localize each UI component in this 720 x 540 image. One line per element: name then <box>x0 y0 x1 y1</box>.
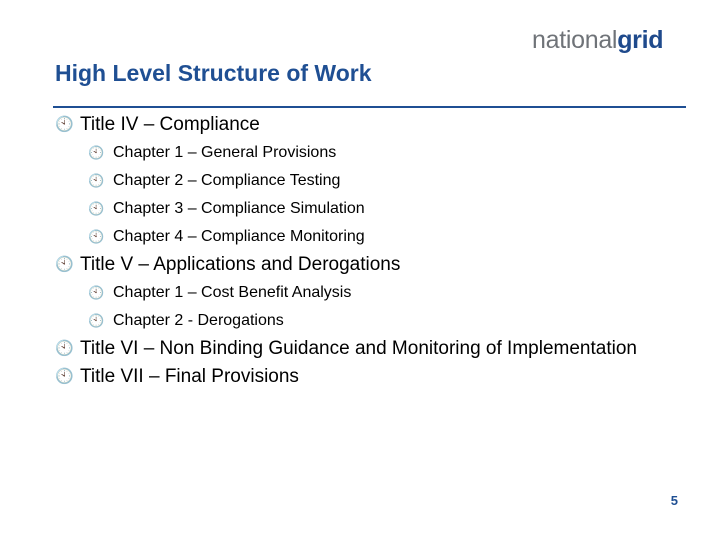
bullet-label: Title V – Applications and Derogations <box>80 254 401 275</box>
bullet-label: Chapter 1 – General Provisions <box>113 144 337 161</box>
clock-icon: 🕙 <box>88 145 105 160</box>
bullet-title-vii <box>55 363 695 391</box>
national-grid-logo <box>532 26 663 55</box>
slide-content <box>55 108 695 391</box>
bullet-label: Chapter 2 - Derogations <box>113 312 284 329</box>
clock-icon: 🕙 <box>88 313 105 328</box>
bullet-chapter <box>55 279 695 307</box>
bullet-title-v <box>55 251 695 279</box>
logo-text-national: national <box>532 26 618 54</box>
page-number: 5 <box>670 493 678 508</box>
clock-icon: 🕙 <box>55 340 74 357</box>
bullet-label: Title VI – Non Binding Guidance and Monitoring of Implementation <box>80 338 637 359</box>
clock-icon: 🕙 <box>88 201 105 216</box>
bullet-label: Chapter 4 – Compliance Monitoring <box>113 228 365 245</box>
clock-icon: 🕙 <box>88 173 105 188</box>
bullet-chapter <box>55 139 695 167</box>
clock-icon: 🕙 <box>55 256 74 273</box>
bullet-chapter <box>55 167 695 195</box>
bullet-chapter <box>55 223 695 251</box>
clock-icon: 🕙 <box>55 116 74 133</box>
slide-title: High Level Structure of Work <box>55 60 372 86</box>
clock-icon: 🕙 <box>55 368 74 385</box>
bullet-label: Chapter 3 – Compliance Simulation <box>113 200 365 217</box>
clock-icon: 🕙 <box>88 285 105 300</box>
bullet-chapter <box>55 307 695 335</box>
logo-text-grid: grid <box>617 26 664 54</box>
bullet-label: Title VII – Final Provisions <box>80 366 299 387</box>
bullet-title-iv <box>55 111 695 139</box>
clock-icon: 🕙 <box>88 229 105 244</box>
bullet-label: Title IV – Compliance <box>80 114 260 135</box>
bullet-title-vi <box>55 335 695 363</box>
bullet-chapter <box>55 195 695 223</box>
bullet-label: Chapter 2 – Compliance Testing <box>113 172 341 189</box>
bullet-label: Chapter 1 – Cost Benefit Analysis <box>113 284 352 301</box>
